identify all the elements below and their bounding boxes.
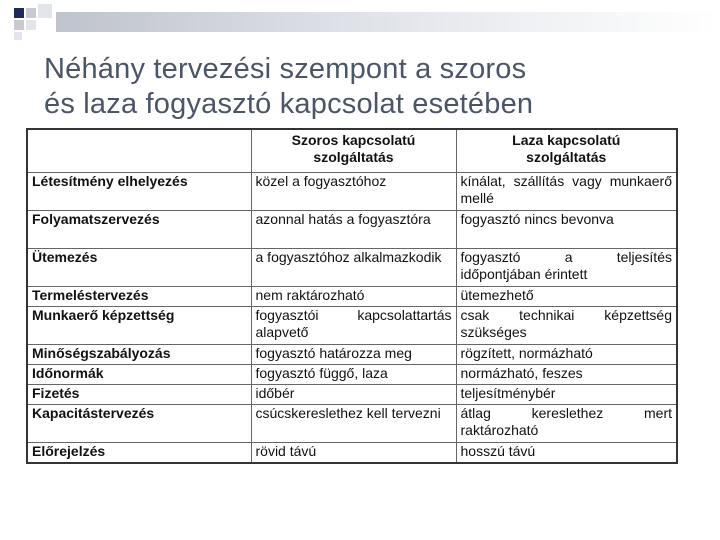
row-label: Minőségszabályozás	[27, 345, 251, 365]
strong-cell: rövid távú	[251, 443, 456, 463]
strong-cell: fogyasztói kapcsolattartás alapvető	[251, 307, 456, 345]
loose-cell: normázható, feszes	[456, 365, 677, 385]
corner-square-dark	[14, 8, 24, 18]
strong-cell: azonnal hatás a fogyasztóra	[251, 211, 456, 249]
loose-cell: fogyasztó nincs bevonva	[456, 211, 677, 249]
corner-square-light	[38, 4, 52, 18]
table-row	[27, 287, 677, 307]
table-row	[27, 307, 677, 345]
loose-cell: átlag kereslethez mert raktározható	[456, 405, 677, 443]
loose-cell: ütemezhető	[456, 287, 677, 307]
header-cell-strong	[251, 129, 456, 173]
header-bar	[56, 12, 720, 32]
strong-cell: fogyasztó határozza meg	[251, 345, 456, 365]
table-row	[27, 405, 677, 443]
row-label: Létesítmény elhelyezés	[27, 173, 251, 211]
table-row	[27, 365, 677, 385]
header-cell-empty	[27, 129, 251, 173]
header-cell-loose	[456, 129, 677, 173]
strong-cell: időbér	[251, 385, 456, 405]
row-label: Ütemezés	[27, 249, 251, 287]
table-header-row	[27, 129, 677, 173]
row-label: Termeléstervezés	[27, 287, 251, 307]
corner-square-gray	[14, 20, 24, 30]
table-row	[27, 173, 677, 211]
header-line: Laza kapcsolatú	[512, 132, 621, 148]
table-row	[27, 345, 677, 365]
corner-square-gray	[26, 8, 36, 18]
loose-cell: hosszú távú	[456, 443, 677, 463]
row-label: Előrejelzés	[27, 443, 251, 463]
loose-cell: rögzített, normázható	[456, 345, 677, 365]
row-label: Fizetés	[27, 385, 251, 405]
loose-cell: kínálat, szállítás vagy munkaerő mellé	[456, 173, 677, 211]
loose-cell: csak technikai képzettség szükséges	[456, 307, 677, 345]
header-line: szolgáltatás	[313, 149, 394, 165]
row-label: Kapacitástervezés	[27, 405, 251, 443]
slide-title-line: és laza fogyasztó kapcsolat esetében	[44, 88, 534, 120]
loose-cell: teljesítménybér	[456, 385, 677, 405]
header-line: Szoros kapcsolatú	[291, 132, 416, 148]
loose-cell: fogyasztó a teljesítés időpontjában érintett	[456, 249, 677, 287]
corner-square-light	[26, 20, 36, 30]
row-label: Folyamatszervezés	[27, 211, 251, 249]
strong-cell: fogyasztó függő, laza	[251, 365, 456, 385]
comparison-table	[26, 128, 678, 464]
strong-cell: közel a fogyasztóhoz	[251, 173, 456, 211]
corner-square-light	[14, 32, 22, 40]
row-label: Munkaerő képzettség	[27, 307, 251, 345]
strong-cell: csúcskereslethez kell tervezni	[251, 405, 456, 443]
strong-cell: nem raktározható	[251, 287, 456, 307]
table-row	[27, 249, 677, 287]
slide-title-line: Néhány tervezési szempont a szoros	[44, 53, 527, 85]
table-row	[27, 211, 677, 249]
header-line: szolgáltatás	[526, 149, 607, 165]
row-label: Időnormák	[27, 365, 251, 385]
strong-cell: a fogyasztóhoz alkalmazkodik	[251, 249, 456, 287]
table-row	[27, 443, 677, 463]
slide-title	[44, 52, 704, 122]
table-row	[27, 385, 677, 405]
